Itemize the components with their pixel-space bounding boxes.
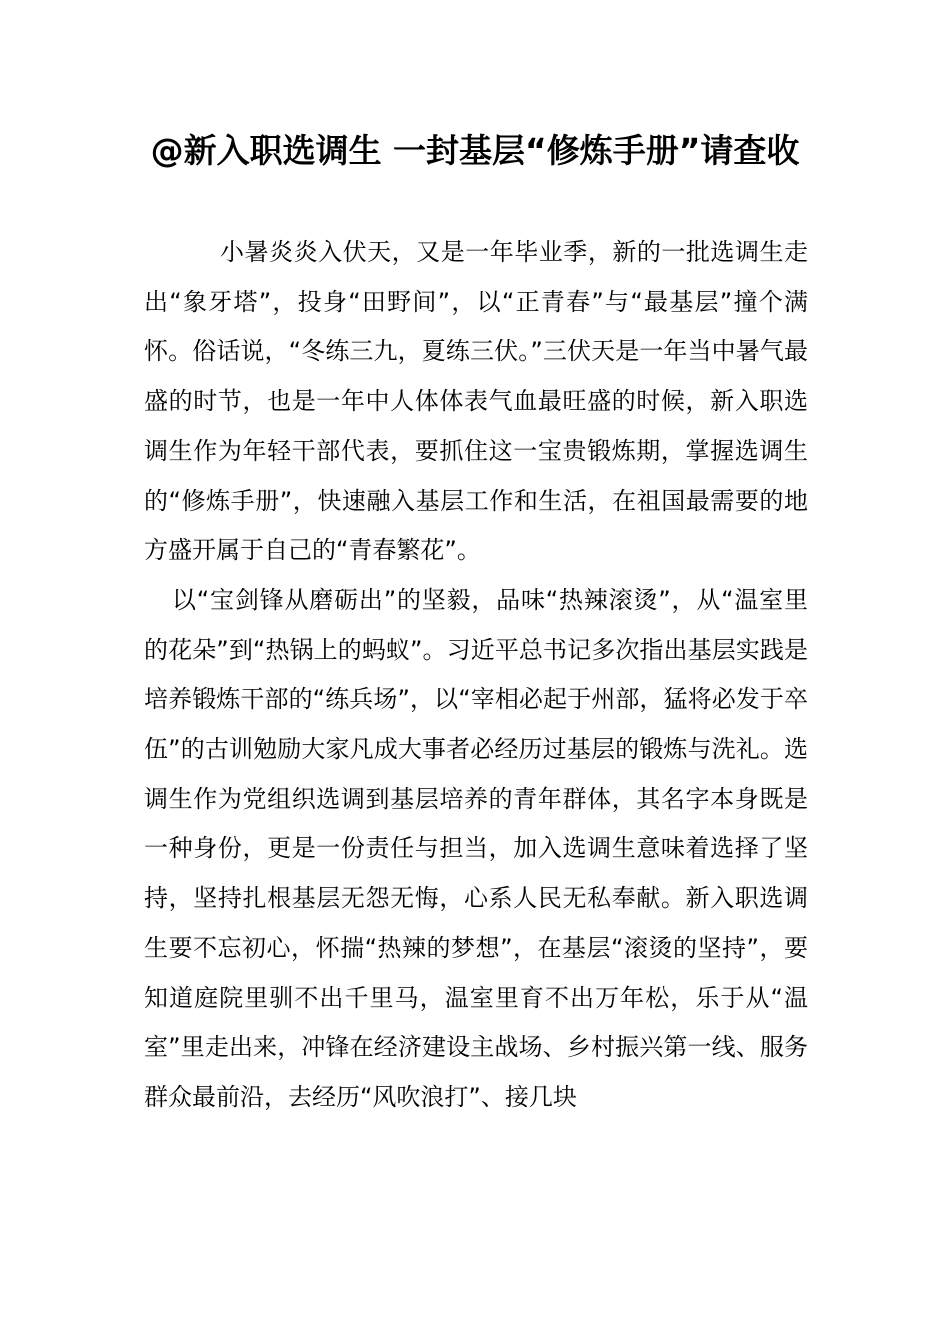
document-body (144, 228, 808, 1123)
paragraph-1: 小暑炎炎入伏天，又是一年毕业季，新的一批选调生走出“象牙塔”，投身“田野间”，以“正青春”与“最基层”撞个满怀。俗话说，“冬练三九，夏练三伏。”三伏天是一年当中暑气最盛的时节，也是一年中人体体表气血最旺盛的时候，新入职选调生作为年轻干部代表，要抓住这一宝贵锻炼期，掌握选调生的“修炼手册”，快速融入基层工作和生活，在祖国最需要的地方盛开属于自己的“青春繁花”。 (144, 238, 808, 565)
paragraph-2: 以“宝剑锋从磨砺出”的坚毅，品味“热辣滚烫”，从“温室里的花朵”到“热锅上的蚂蚁”。习近平总书记多次指出基层实践是培养锻炼干部的“练兵场”，以“宰相必起于州部，猛将必发于卒伍”的古训勉励大家凡成大事者必经历过基层的锻炼与洗礼。选调生作为党组织选调到基层培养的青年群体，其名字本身既是一种身份，更是一份责任与担当，加入选调生意味着选择了坚持，坚持扎根基层无怨无悔，心系人民无私奉献。新入职选调生要不忘初心，怀揣“热辣的梦想”，在基层“滚烫的坚持”，要知道庭院里驯不出千里马，温室里育不出万年松，乐于从“温室”里走出来，冲锋在经济建设主战场、乡村振兴第一线、服务群众最前沿，去经历“风吹浪打”、接几块 (144, 585, 808, 1111)
document-title: @新入职选调生 一封基层“修炼手册”请查收 (150, 131, 800, 170)
